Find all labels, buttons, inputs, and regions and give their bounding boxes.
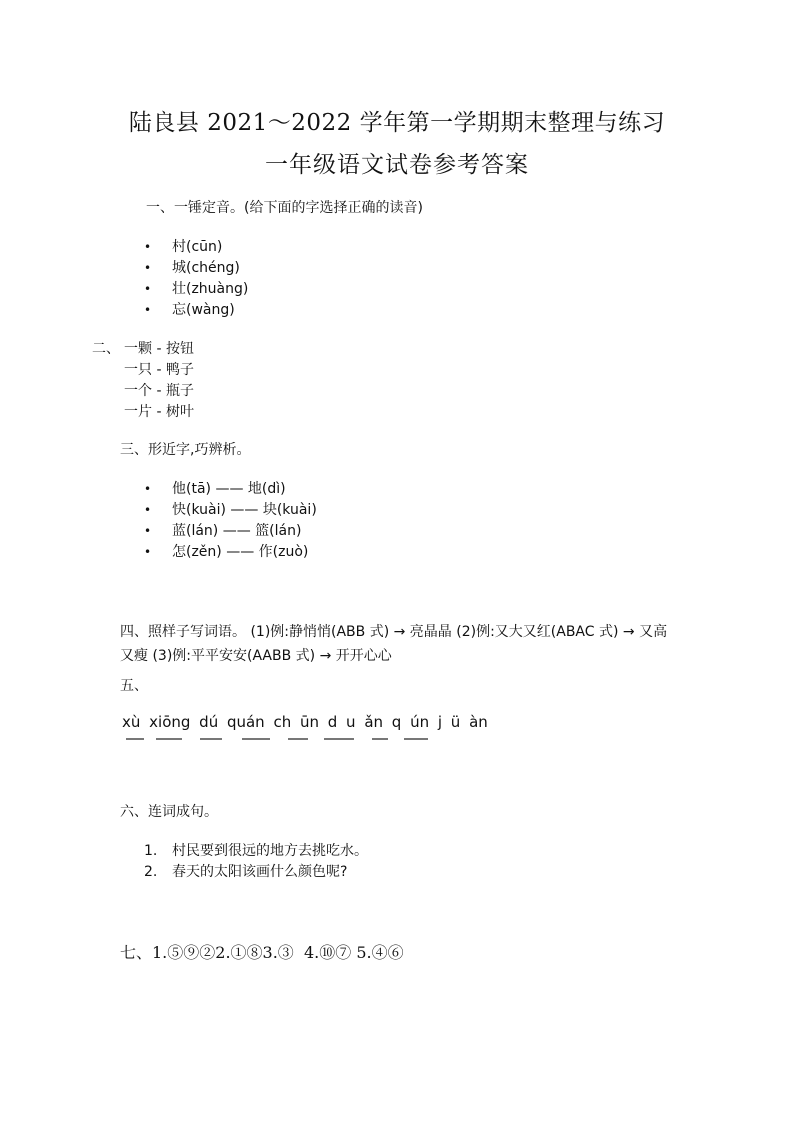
list-item: 一个 - 瓶子 — [124, 383, 194, 399]
section5-pinyin: xù xiōng dú quán ch ūn d u ǎn q ún j ü àn — [122, 713, 488, 731]
list-item — [144, 862, 368, 883]
section7-text: 七、1.⑤⑨②2.①⑧3.③ 4.⑩⑦ 5.④⑥ — [120, 943, 404, 962]
document-subtitle: 一年级语文试卷参考答案 — [265, 152, 529, 178]
section1-heading: 一、一锤定音。(给下面的字选择正确的读音) — [146, 200, 423, 216]
document-title: 陆良县 2021～2022 学年第一学期期末整理与练习 — [128, 110, 666, 136]
section6-heading: 六、连词成句。 — [120, 804, 218, 820]
list-item: 一片 - 树叶 — [124, 404, 194, 420]
section1-list — [144, 237, 248, 321]
list-item: • 城(chéng) — [144, 258, 248, 279]
list-item: • 蓝(lán) —— 篮(lán) — [144, 521, 317, 542]
list-item: • 快(kuài) —— 块(kuài) — [144, 500, 317, 521]
section2-label: 二、 — [92, 341, 120, 357]
list-item: • 忘(wàng) — [144, 300, 248, 321]
section2-block — [92, 339, 194, 423]
section3-list — [144, 479, 317, 563]
list-item: 一颗 - 按钮 — [124, 341, 194, 357]
section6-list — [144, 841, 368, 883]
list-item — [144, 841, 368, 862]
list-item: • 村(cūn) — [144, 237, 248, 258]
list-item: • 壮(zhuàng) — [144, 279, 248, 300]
list-item: • 他(tā) —— 地(dì) — [144, 479, 317, 500]
list-item: 一只 - 鸭子 — [124, 362, 194, 378]
list-item: • 怎(zěn) —— 作(zuò) — [144, 542, 317, 563]
item-text: 村民要到很远的地方去挑吃水。 — [172, 843, 368, 859]
section3-heading: 三、形近字,巧辨析。 — [120, 442, 251, 458]
item-text: 春天的太阳该画什么颜色呢? — [172, 864, 348, 880]
item-number: 2. — [144, 864, 158, 880]
clipped-text-fragment — [122, 738, 542, 743]
section5-heading: 五、 — [120, 678, 148, 694]
section4-text: 四、照样子写词语。 (1)例:静悄悄(ABB 式) → 亮晶晶 (2)例:又大又红(ABAC 式) → 又高又瘦 (3)例:平平安安(AABB 式) → 开开心心 — [120, 624, 668, 664]
item-number: 1. — [144, 843, 158, 859]
